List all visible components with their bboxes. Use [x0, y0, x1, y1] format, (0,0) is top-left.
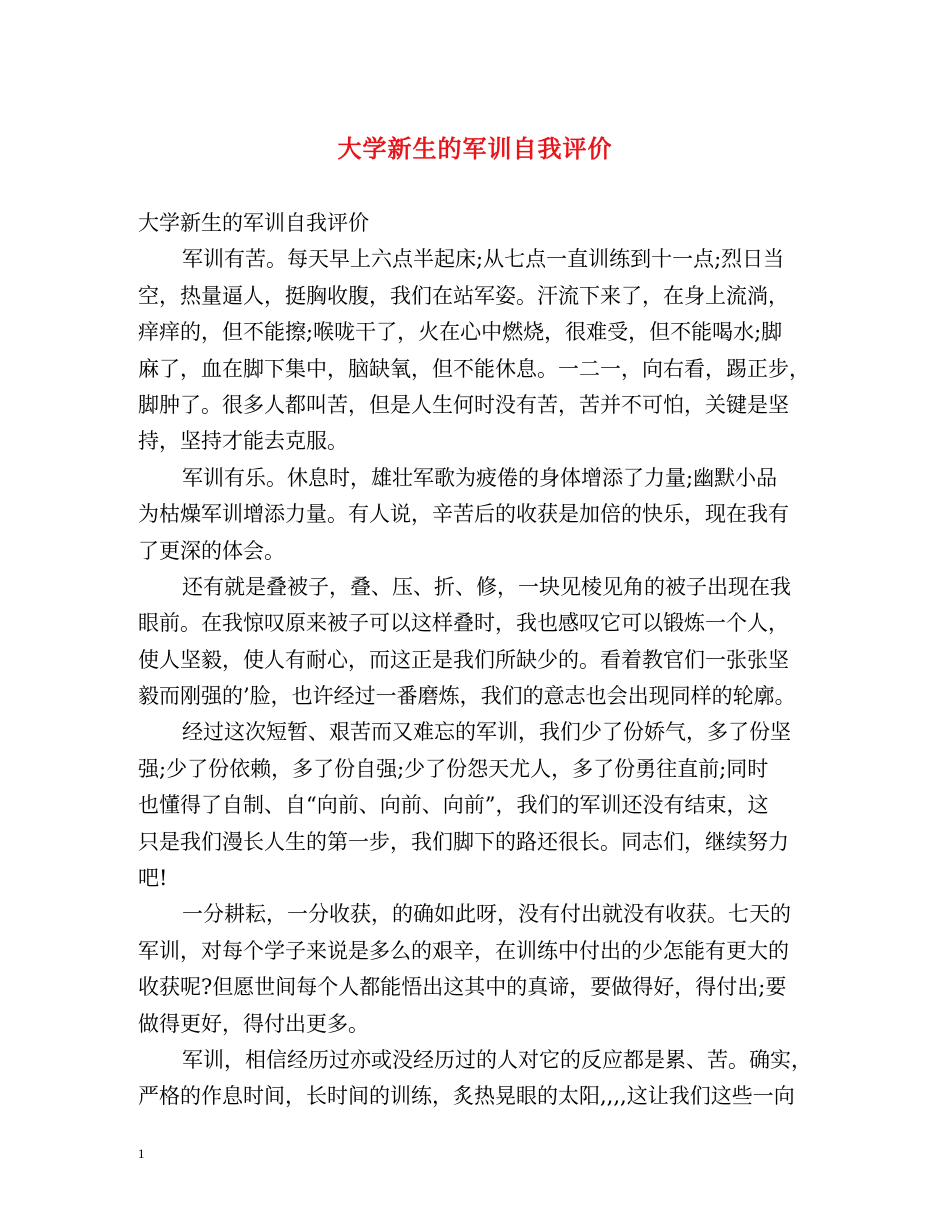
text-line: 使人坚毅，使人有耐心，而这正是我们所缺少的。看着教官们一张张坚: [138, 647, 789, 672]
text-line: 吧!: [138, 866, 168, 891]
text-line: 经过这次短暂、艰苦而又难忘的军训，我们少了份娇气，多了份坚: [182, 720, 791, 745]
document-title: 大学新生的军训自我评价: [337, 135, 613, 163]
text-line: 严格的作息时间，长时间的训练，炙热晃眼的太阳,,,,这让我们这些一向: [138, 1084, 795, 1109]
text-line: 持，坚持才能去克服。: [138, 429, 348, 454]
text-line: 空，热量逼人，挺胸收腹，我们在站军姿。汗流下来了，在身上流淌，: [138, 283, 789, 308]
text-line: 也懂得了自制、自“向前、向前、向前”，我们的军训还没有结束，这: [138, 793, 769, 818]
text-line: 收获呢?但愿世间每个人都能悟出这其中的真谛，要做得好，得付出;要: [138, 975, 787, 1000]
text-line: 军训，对每个学子来说是多么的艰辛，在训练中付出的少怎能有更大的: [138, 938, 789, 963]
text-line: 眼前。在我惊叹原来被子可以这样叠时，我也感叹它可以锻炼一个人，: [138, 611, 789, 636]
text-line: 脚肿了。很多人都叫苦，但是人生何时没有苦，苦并不可怕，关键是坚: [138, 392, 789, 417]
page-number: 1: [138, 1146, 145, 1161]
text-line: 强;少了份依赖，多了份自强;少了份怨天尤人，多了份勇往直前;同时: [138, 756, 769, 781]
text-line: 一分耕耘，一分收获，的确如此呀，没有付出就没有收获。七天的: [182, 902, 791, 927]
text-line: 了更深的体会。: [138, 538, 285, 563]
text-line: 只是我们漫长人生的第一步，我们脚下的路还很长。同志们，继续努力: [138, 829, 789, 854]
text-line: 军训，相信经历过亦或没经历过的人对它的反应都是累、苦。确实，: [182, 1047, 812, 1072]
text-line: 麻了，血在脚下集中，脑缺氧，但不能休息。一二一，向右看，踢正步，: [138, 356, 810, 381]
document-body: [138, 205, 828, 1115]
text-line: 大学新生的军训自我评价: [138, 211, 369, 235]
text-line: 痒痒的，但不能擦;喉咙干了，火在心中燃烧，很难受，但不能喝水;脚: [138, 320, 783, 345]
text-line: 做得更好，得付出更多。: [138, 1011, 369, 1036]
text-line: 军训有乐。休息时，雄壮军歌为疲倦的身体增添了力量;幽默小品: [182, 465, 778, 490]
text-line: 还有就是叠被子，叠、压、折、修，一块见棱见角的被子出现在我: [182, 574, 791, 599]
text-line: 为枯燥军训增添力量。有人说，辛苦后的收获是加倍的快乐，现在我有: [138, 502, 789, 527]
text-line: 毅而刚强的’脸，也许经过一番磨炼，我们的意志也会出现同样的轮廓。: [138, 684, 796, 709]
text-line: 军训有苦。每天早上六点半起床;从七点一直训练到十一点;烈日当: [182, 247, 785, 272]
